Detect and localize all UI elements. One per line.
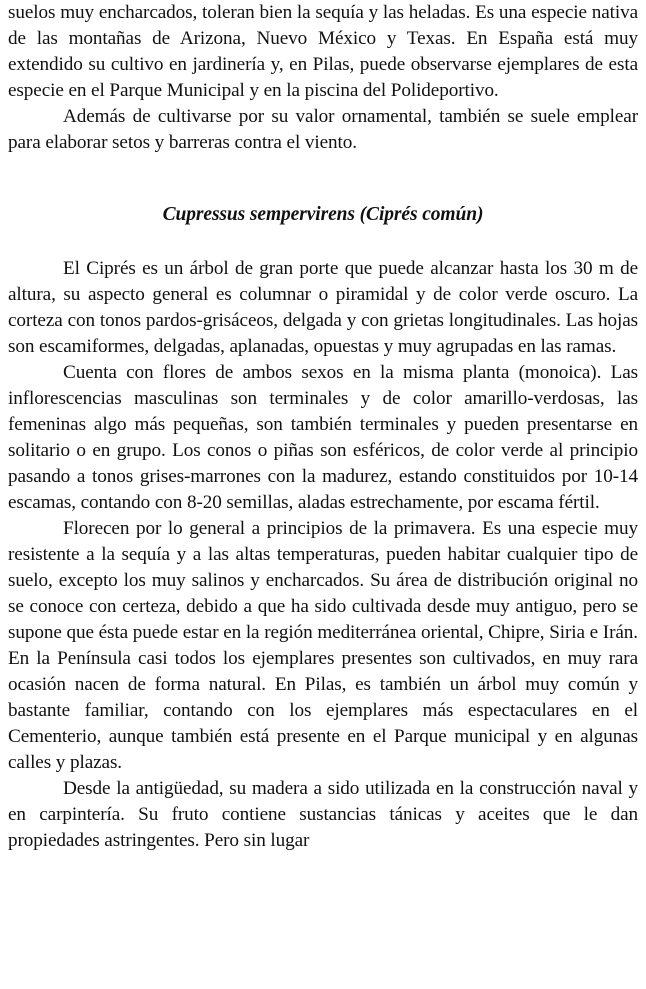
intro-paragraph: Además de cultivarse por su valor ornamental, también se suele emplear para elaborar setos y barreras contra el viento. [8, 106, 638, 153]
document-page [8, 0, 638, 854]
body-paragraph-description: El Ciprés es un árbol de gran porte que puede alcanzar hasta los 30 m de altura, su aspecto general es columnar o piramidal y de color verde oscuro. La corteza con tonos pardos-grisáceos, delgada y con grietas longitudinales. Las hojas son escamiformes, delgadas, aplanadas, opuestas y muy agrupadas en las ramas. [8, 258, 638, 357]
section-spacer [8, 156, 638, 202]
section-heading: Cupressus sempervirens (Ciprés común) [162, 204, 484, 225]
intro-continuation-paragraph: suelos muy encharcados, toleran bien la sequía y las heladas. Es una especie nativa de las montañas de Arizona, Nuevo México y Texas. En España está muy extendido su cultivo en jardinería y, en Pilas, puede observarse ejemplares de esta especie en el Parque Municipal y en la piscina del Polideportivo. [8, 2, 638, 101]
body-paragraph-flowers: Cuenta con flores de ambos sexos en la misma planta (monoica). Las inflorescencias masculinas son terminales y de color amarillo-verdosas, las femeninas algo más pequeñas, son también terminales y pueden presentarse en solitario o en grupo. Los conos o piñas son esféricos, de color verde al principio pasando a tonos grises-marrones con la madurez, estando constituidos por 10-14 escamas, contando con 8-20 semillas, aladas estrechamente, por escama fértil. [8, 362, 638, 513]
body-paragraph-habitat: Florecen por lo general a principios de la primavera. Es una especie muy resistente a la sequía y a las altas temperaturas, pueden habitar cualquier tipo de suelo, excepto los muy salinos y encharcados. Su área de distribución original no se conoce con certeza, debido a que ha sido cultivada desde muy antiguo, pero se supone que ésta puede estar en la región mediterránea oriental, Chipre, Siria e Irán. En la Península casi todos los ejemplares presentes son cultivados, en muy rara ocasión nacen de forma natural. En Pilas, es también un árbol muy común y bastante familiar, contando con los ejemplares más espectaculares en el Cementerio, aunque también está presente en el Parque municipal y en algunas calles y plazas. [8, 518, 638, 773]
body-paragraph-uses: Desde la antigüedad, su madera a sido utilizada en la construcción naval y en carpintería. Su fruto contiene sustancias tánicas y aceites que le dan propiedades astringentes. Pero sin lugar [8, 778, 638, 851]
heading-spacer [8, 228, 638, 256]
